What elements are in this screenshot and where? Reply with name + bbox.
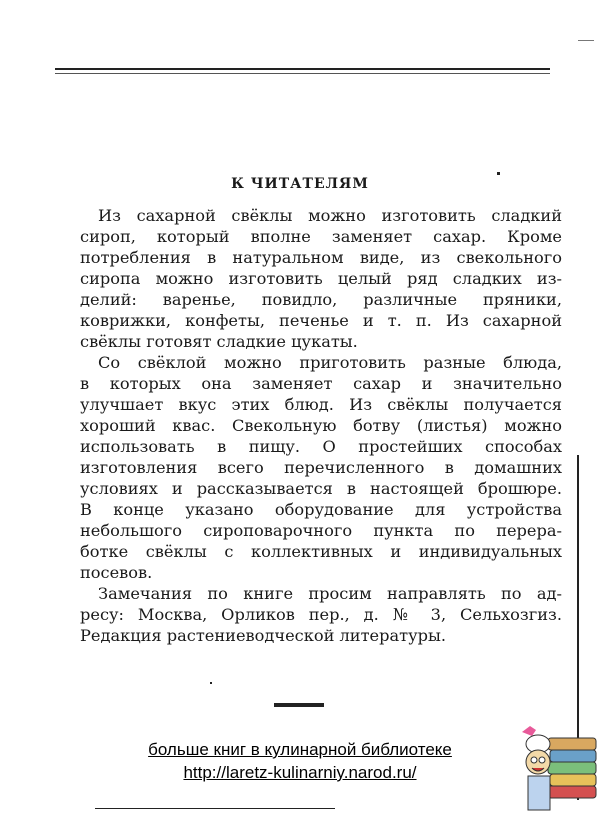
library-url-link[interactable]: http://laretz-kulinarniy.narod.ru/	[183, 763, 417, 782]
chef-with-books-illustration	[520, 722, 600, 813]
top-rule-thin	[55, 73, 550, 74]
corner-mark	[578, 40, 594, 41]
text-line: изготовления всего перечисленного в домашних	[80, 458, 562, 477]
text-line: В конце указано оборудование для устройства	[80, 500, 562, 519]
bottom-rule	[95, 808, 335, 809]
text-line: Со свёклой можно приготовить разные блюда,	[98, 353, 562, 372]
text-line: хороший квас. Свекольную ботву (листья) можно	[80, 416, 562, 435]
text-line: Замечания по книге просим направлять по ад-	[98, 584, 562, 603]
top-rule	[55, 68, 550, 70]
text-line: свёклы готовят сладкие цукаты.	[80, 332, 358, 351]
text-line: использовать в пищу. О простейших способах	[80, 437, 562, 456]
text-line: ресу: Москва, Орликов пер., д. № 3, Сельхозгиз.	[80, 605, 562, 624]
body-text	[80, 205, 562, 646]
text-line: делий: варенье, повидло, различные пряники,	[80, 290, 562, 309]
text-line: коврижки, конфеты, печенье и т. п. Из сахарной	[80, 311, 562, 330]
text-line: в которых она заменяет сахар и значительно	[80, 374, 562, 393]
paragraph	[80, 352, 562, 583]
library-link[interactable]: больше книг в кулинарной библиотеке	[148, 740, 452, 759]
paragraph	[80, 205, 562, 352]
scan-dot	[497, 172, 500, 175]
text-line: условиях и рассказывается в настоящей брошюре.	[80, 479, 562, 498]
text-line: сироп, который вполне заменяет сахар. Кроме	[80, 227, 562, 246]
text-line: улучшает вкус этих блюд. Из свёклы получается	[80, 395, 562, 414]
scan-dot	[210, 682, 212, 684]
end-dash	[274, 703, 324, 707]
text-line: потребления в натуральном виде, из свекольного	[80, 248, 562, 267]
text-line: Из сахарной свёклы можно изготовить сладкий	[98, 206, 562, 225]
text-line: сиропа можно изготовить целый ряд сладких из-	[80, 269, 562, 288]
text-line: небольшого сироповарочного пункта по перера-	[80, 521, 562, 540]
text-line: ботке свёклы с коллективных и индивидуальных	[80, 542, 562, 561]
page-title: К ЧИТАТЕЛЯМ	[231, 176, 369, 192]
paragraph	[80, 583, 562, 646]
text-line: Редакция растениеводческой литературы.	[80, 626, 446, 645]
text-line: посевов.	[80, 563, 153, 582]
